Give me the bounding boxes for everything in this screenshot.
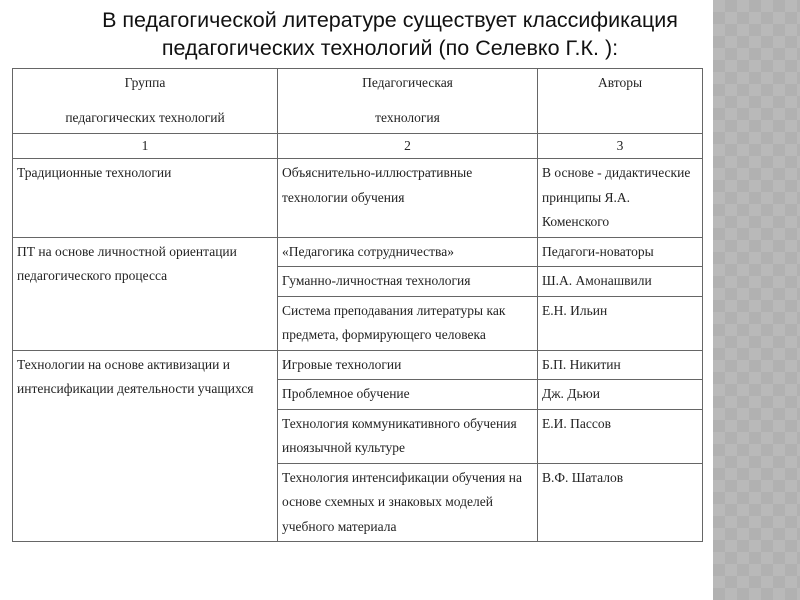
header-group: Группа педагогических технологий xyxy=(13,69,278,134)
slide-title xyxy=(0,6,780,62)
author-cell: Дж. Дьюи xyxy=(538,380,703,410)
technology-cell: «Педагогика сотрудничества» xyxy=(278,237,538,267)
table-row xyxy=(13,159,703,238)
technology-cell: Технология коммуникативного обучения иноязычной культуре xyxy=(278,409,538,463)
technology-cell: Гуманно-личностная технология xyxy=(278,267,538,297)
title-line-1: В педагогической литературе существует классификация xyxy=(102,8,678,32)
technology-cell: Проблемное обучение xyxy=(278,380,538,410)
header-row xyxy=(13,69,703,134)
author-cell: Б.П. Никитин xyxy=(538,350,703,380)
technology-cell: Система преподавания литературы как предмета, формирующего человека xyxy=(278,296,538,350)
table-row xyxy=(13,237,703,267)
author-cell: Е.Н. Ильин xyxy=(538,296,703,350)
col-number: 1 xyxy=(13,134,278,159)
decorative-side-pattern xyxy=(713,0,800,600)
number-row xyxy=(13,134,703,159)
table-row xyxy=(13,350,703,380)
header-authors: Авторы xyxy=(538,69,703,134)
col-number: 3 xyxy=(538,134,703,159)
technology-cell: Объяснительно-иллюстративные технологии обучения xyxy=(278,159,538,238)
group-cell: Традиционные технологии xyxy=(13,159,278,238)
author-cell: Е.И. Пассов xyxy=(538,409,703,463)
group-cell: Технологии на основе активизации и интенсификации деятельности учащихся xyxy=(13,350,278,542)
classification-table xyxy=(12,68,703,542)
title-line-2: педагогических технологий (по Селевко Г.К. ): xyxy=(161,36,619,60)
author-cell: В основе - дидактические принципы Я.А. Коменского xyxy=(538,159,703,238)
technology-cell: Технология интенсификации обучения на основе схемных и знаковых моделей учебного материала xyxy=(278,463,538,542)
col-number: 2 xyxy=(278,134,538,159)
author-cell: Педагоги-новаторы xyxy=(538,237,703,267)
author-cell: В.Ф. Шаталов xyxy=(538,463,703,542)
header-technology: Педагогическая технология xyxy=(278,69,538,134)
group-cell: ПТ на основе личностной ориентации педагогического процесса xyxy=(13,237,278,350)
author-cell: Ш.А. Амонашвили xyxy=(538,267,703,297)
technology-cell: Игровые технологии xyxy=(278,350,538,380)
